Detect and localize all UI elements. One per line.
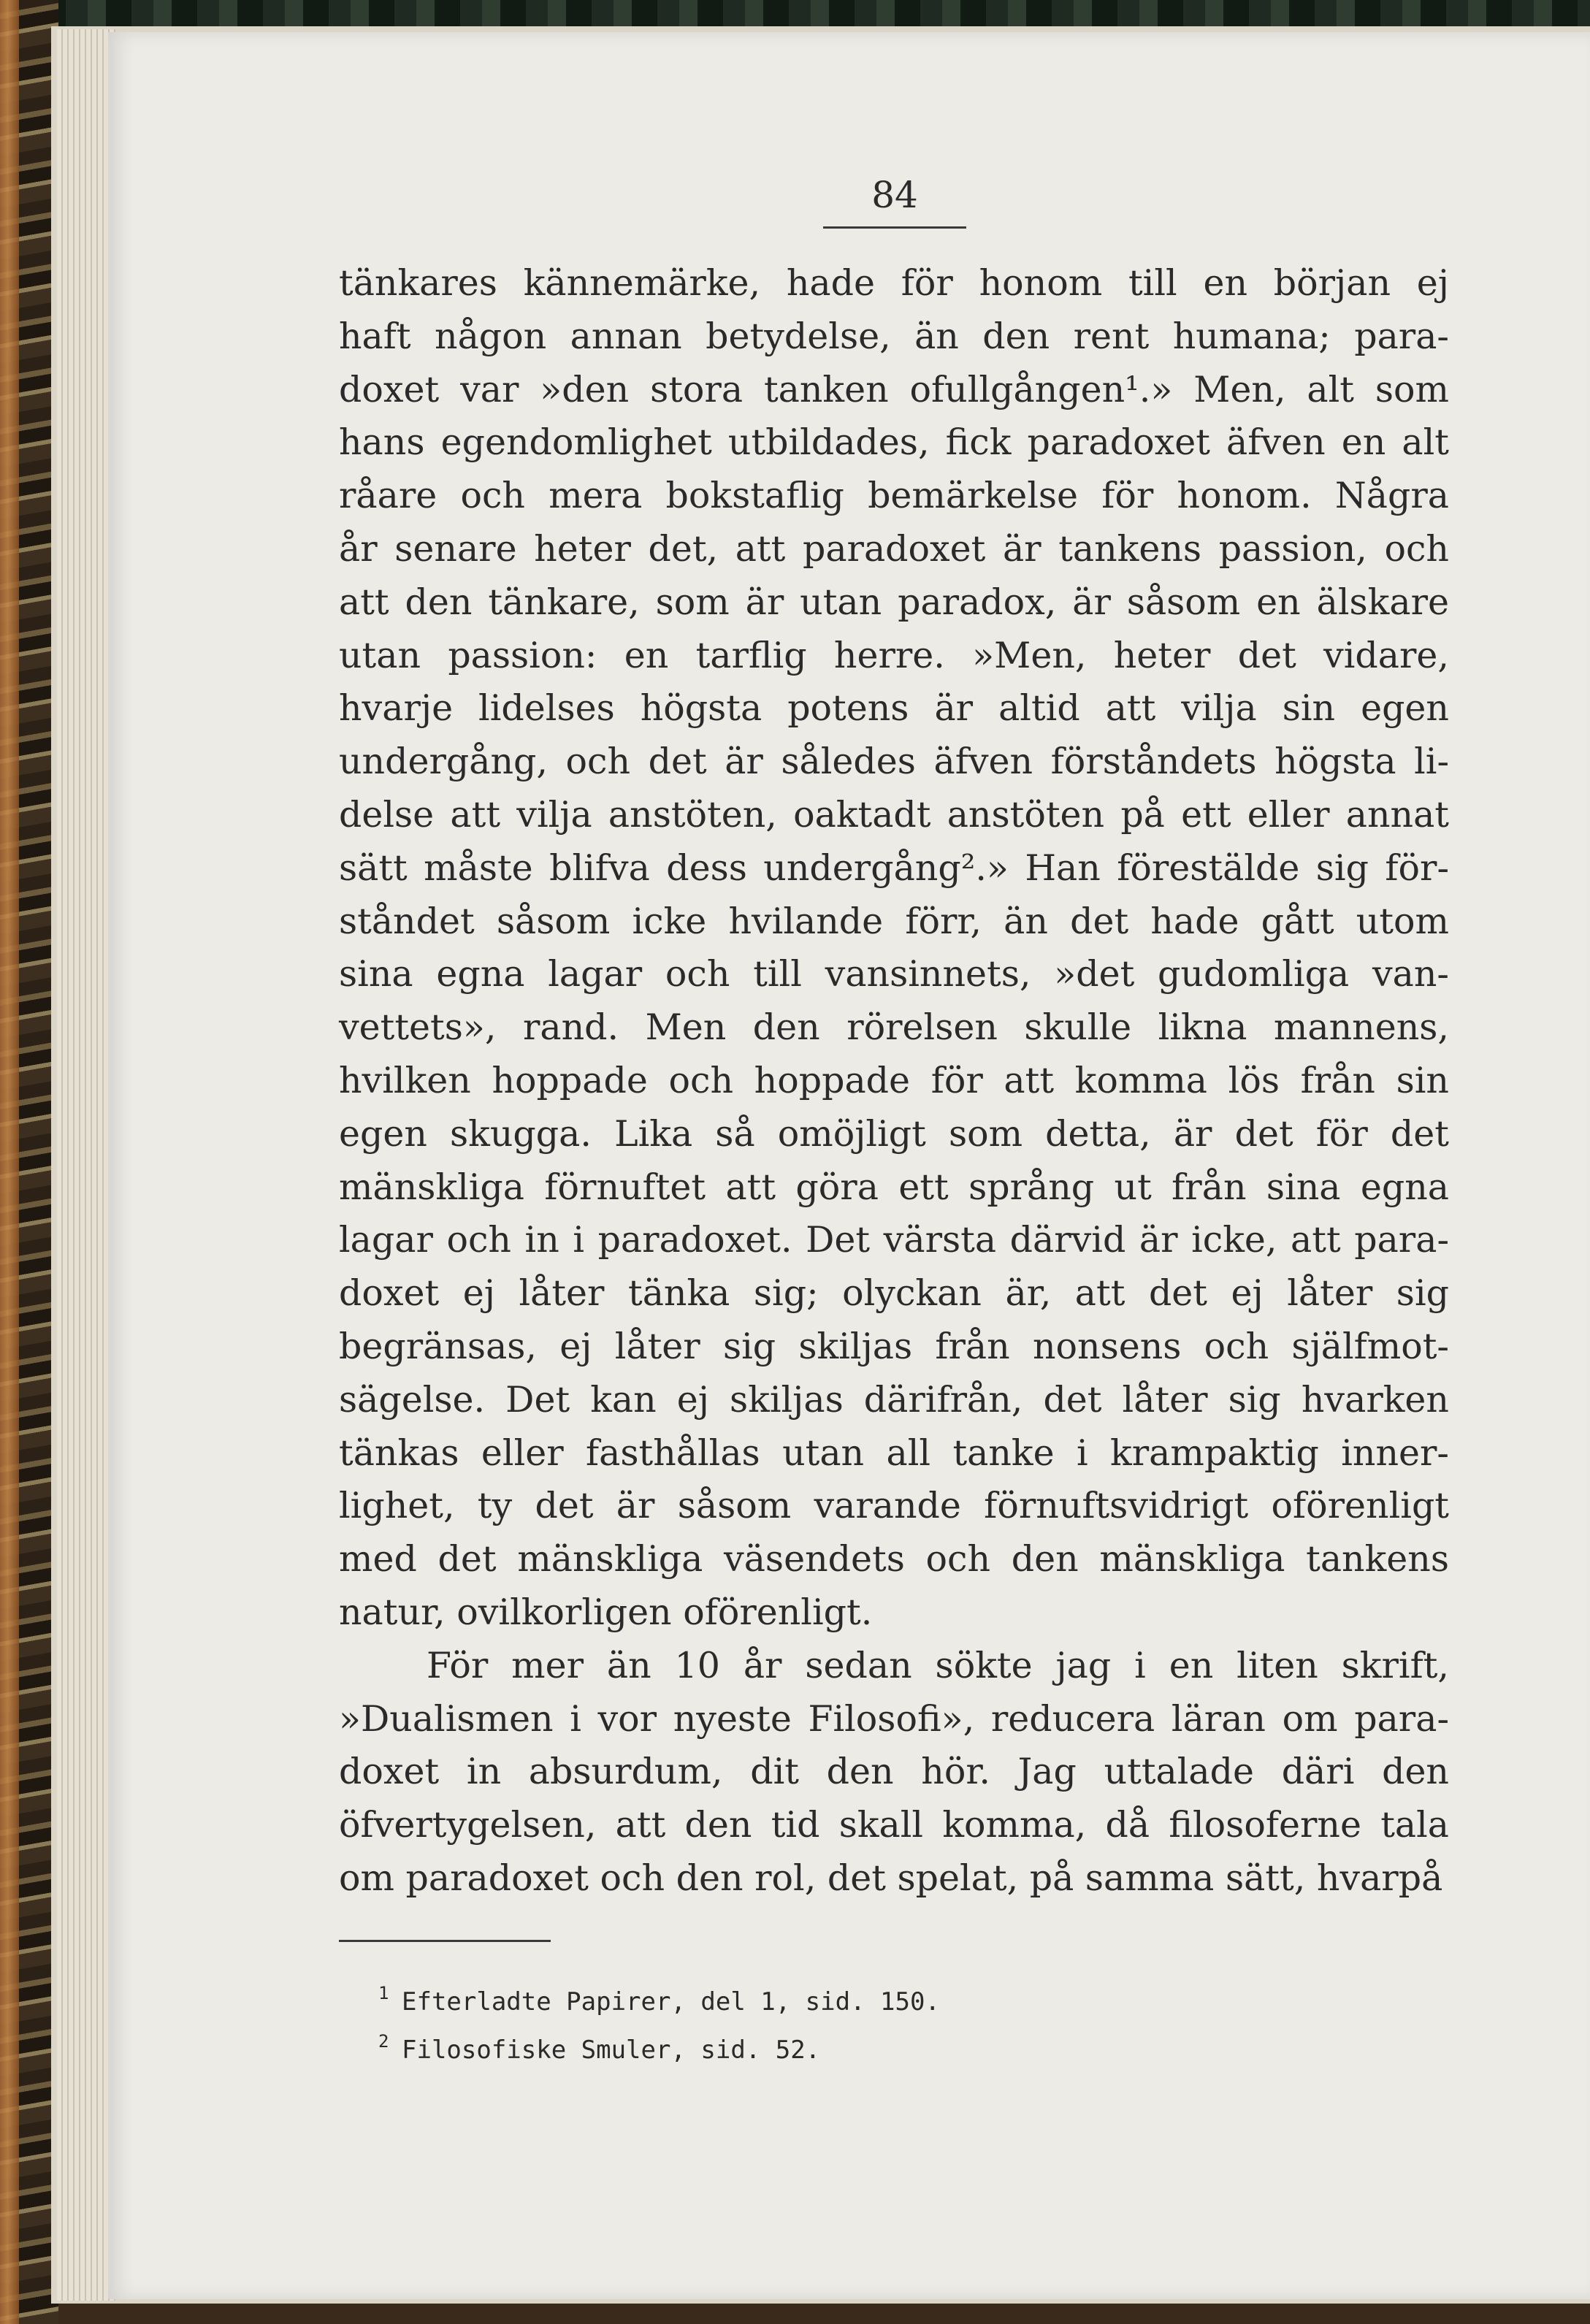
text-line: öfvertygelsen, att den tid skall komma, då filosoferne tala bbox=[339, 1804, 1449, 1846]
footnote-mark: 2 bbox=[378, 2031, 389, 2052]
text-line: natur, ovilkorligen oförenligt. bbox=[339, 1591, 873, 1633]
page-edges bbox=[57, 29, 115, 2301]
text-line: begränsas, ej låter sig skiljas från nonsens och själfmot- bbox=[339, 1325, 1449, 1367]
text-line: doxet in absurdum, dit den hör. Jag uttalade däri den bbox=[339, 1751, 1449, 1793]
footnote-text: Efterladte Papirer, del 1, sid. 150. bbox=[402, 1987, 940, 2017]
footnote bbox=[378, 1978, 1059, 2026]
text-line: hvarje lidelses högsta potens är altid att vilja sin egen bbox=[339, 687, 1449, 730]
footnote-text: Filosofiske Smuler, sid. 52. bbox=[402, 2036, 821, 2065]
text-line: ståndet såsom icke hvilande förr, än det hade gått utom bbox=[339, 900, 1449, 942]
text-line: råare och mera bokstaflig bemärkelse för honom. Några bbox=[339, 475, 1449, 517]
text-line: vettets», rand. Men den rörelsen skulle likna mannens, bbox=[339, 1006, 1449, 1049]
text-line: För mer än 10 år sedan sökte jag i en liten skrift, bbox=[427, 1644, 1449, 1686]
text-line: hans egendomlighet utbildades, fick paradoxet äfven en alt bbox=[339, 421, 1449, 464]
text-line: lagar och in i paradoxet. Det värsta därvid är icke, att para- bbox=[339, 1219, 1449, 1261]
page-number-rule bbox=[823, 226, 966, 229]
text-line: att den tänkare, som är utan paradox, är såsom en älskare bbox=[339, 581, 1449, 623]
text-line: sätt måste blifva dess undergång².» Han förestälde sig för- bbox=[339, 846, 1449, 889]
text-line: med det mänskliga väsendets och den mänskliga tankens bbox=[339, 1538, 1449, 1580]
book-spine-leather bbox=[0, 0, 19, 2324]
footnotes bbox=[378, 1978, 1059, 2074]
text-line: utan passion: en tarflig herre. »Men, heter det vidare, bbox=[339, 634, 1449, 676]
text-line: tänkas eller fasthållas utan all tanke i krampaktig inner- bbox=[339, 1432, 1449, 1474]
text-line: undergång, och det är således äfven förståndets högsta li- bbox=[339, 741, 1449, 783]
text-line: mänskliga förnuftet att göra ett språng ut från sina egna bbox=[339, 1166, 1449, 1208]
text-line: egen skugga. Lika så omöjligt som detta, är det för det bbox=[339, 1112, 1449, 1155]
text-line: »Dualismen i vor nyeste Filosofi», reducera läran om para- bbox=[339, 1697, 1449, 1740]
footnote-mark: 1 bbox=[378, 1983, 389, 2003]
text-line: tänkares kännemärke, hade för honom till en början ej bbox=[339, 262, 1449, 304]
footnote-rule bbox=[339, 1940, 551, 1942]
text-line: år senare heter det, att paradoxet är tankens passion, och bbox=[339, 527, 1449, 570]
text-line: delse att vilja anstöten, oaktadt anstöten på ett eller annat bbox=[339, 793, 1449, 836]
text-line: doxet ej låter tänka sig; olyckan är, att det ej låter sig bbox=[339, 1272, 1449, 1315]
text-line: om paradoxet och den rol, det spelat, på samma sätt, hvarpå bbox=[339, 1857, 1443, 1899]
text-line: hvilken hoppade och hoppade för att komma lös från sin bbox=[339, 1059, 1449, 1101]
text-line: sägelse. Det kan ej skiljas därifrån, det låter sig hvarken bbox=[339, 1378, 1449, 1421]
text-line: haft någon annan betydelse, än den rent humana; para- bbox=[339, 315, 1449, 357]
footnote bbox=[378, 2026, 1059, 2074]
page-number: 84 bbox=[871, 174, 918, 216]
text-line: doxet var »den stora tanken ofullgången¹.» Men, alt som bbox=[339, 368, 1449, 410]
body-text bbox=[339, 257, 1449, 1906]
text-line: lighet, ty det är såsom varande förnuftsvidrigt oförenligt bbox=[339, 1485, 1449, 1527]
text-line: sina egna lagar och till vansinnets, »det gudomliga van- bbox=[339, 953, 1449, 995]
